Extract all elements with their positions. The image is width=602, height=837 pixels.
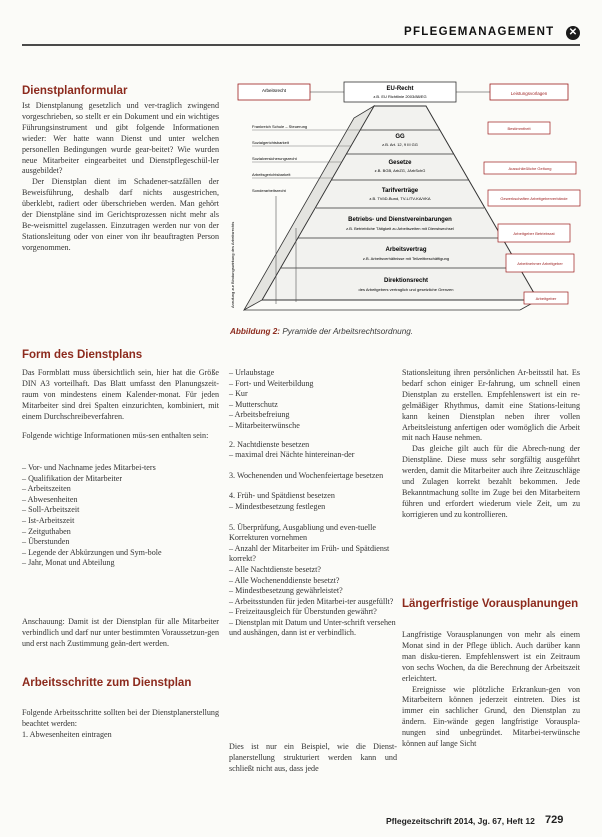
level-title: Arbeitsvertrag: [385, 247, 427, 253]
paragraph: Das Formblatt muss übersichtlich sein, hier hat die Größe DIN A3 vorteilhaft. Das Blatt umfasst den Planungszeit-raum von mindestens einem Kalender-monat. Für jeden Mitarbeiter sind drei Spalten einzurichten, kombiniert, mit einem Durchschreibeverfahren.: [22, 368, 219, 421]
level-title: Betriebs- und Dienstvereinbarungen: [348, 217, 452, 223]
level-sub: z.B. TVöD-Bund, TV-L/TV-KA/VKA: [369, 196, 431, 201]
header-rule: [22, 44, 580, 46]
level-sub: z.B. Betriebliche Tätigkeit zu Arbeitszeiten mit Dienstwechsel: [346, 226, 454, 231]
left-label: Frankreich Schule – Steuerung: [252, 124, 308, 129]
list-item: – Alle Wochenenddienste besetzt?: [229, 575, 340, 585]
paragraph: Ist Dienstplanung gesetzlich und ver-traglich zwingend vorgeschrieben, so stellt er ein Dokument und ein wichtiges Führungsinstrument und gibt folgende Informationen wieder: Wer hatte wann Dienst und unter welchen personellen Bedingungen wurde gear-beitet? Wie wurden neue Mitarbeiter eingearbeitet und Dienstpflegeschül-ler ausgebildet?: [22, 101, 219, 176]
journal-citation: Pflegezeitschrift 2014, Jg. 67, Heft 12: [386, 816, 535, 826]
section-heading-dienstplanformular: Dienstplanformular: [22, 85, 128, 97]
paragraph: Anschauung: Damit ist der Dienstplan für alle Mitarbeiter verbindlich und darf nur unter bestimmten Voraussetzun-gen und erst nach Zustimmung geän-dert werden.: [22, 617, 219, 648]
list-item: – Arbeitsbefreiung: [229, 410, 290, 420]
paragraph: Folgende wichtige Informationen müs-sen enthalten sein:: [22, 430, 209, 440]
step: 4. Früh- und Spätdienst besetzen: [229, 491, 335, 501]
level-sub: des Arbeitgebers vertraglich und gesetzliche Grenzen: [358, 287, 454, 292]
left-label: Sozialversicherungsrecht: [252, 156, 297, 161]
section1-text: [22, 101, 219, 254]
page-number: 729: [545, 814, 564, 826]
level-sub: z.B. EU Richtlinie 2003/88/EG: [373, 94, 427, 99]
step: 3. Wochenenden und Wochenfeiertage besetzen: [229, 470, 384, 480]
paragraph: Langfristige Vorausplanungen von mehr als einem Monat sind in der Pflege üblich. Auch darüber kann man disku-tieren. Empfehlenswert ist ein Zeitraum von sechs Wochen, da die Berechnung der Arbeitszeit erleichtert.: [402, 630, 580, 683]
step: 1. Abwesenheiten eintragen: [22, 729, 112, 739]
list-item: – Mitarbeiterwünsche: [229, 420, 300, 430]
right-label: Leistungsvorlagen: [510, 91, 548, 96]
info-list: [22, 463, 219, 569]
caption-text: Pyramide der Arbeitsrechtsordnung.: [282, 327, 414, 336]
list-item: – Arbeitsstunden für jeden Mitarbei-ter ausgefüllt?: [229, 596, 394, 606]
list-item: – Freizeitausgleich für Überstunden gewährt?: [229, 607, 377, 617]
level-title: Direktionsrecht: [383, 278, 429, 284]
level-sub: z.B. Art. 12, 9 III GG: [382, 142, 418, 147]
right-label: Arbeitgeber: [535, 296, 557, 301]
paragraph: Das gleiche gilt auch für die Abrech-nung der Dienstpläne. Diese muss sehr sorgfältig ausgeführt werden, damit die Mitarbeiter auch ihre Zeitzuschläge und Zulagen korrekt bezahlt bekommen. Jede Bekanntmachung sollte im Zuge bei den Mitarbeitern führen und erfordert wiederum viele Zeit, um zu korrigieren und zu kontrollieren.: [402, 444, 580, 519]
vertical-axis-label: Anrufung zur Bindungswirkung des Arbeitsrechts: [230, 221, 235, 308]
list-item: – Mindestbesetzung festlegen: [229, 501, 326, 511]
section2-text: [22, 368, 219, 441]
list-item: – Arbeitszeiten: [22, 484, 71, 494]
list-item: – Kur: [229, 389, 248, 399]
level-title: EU-Recht: [386, 86, 414, 92]
list-item: – Jahr, Monat und Abteilung: [22, 558, 115, 568]
list-item: – Ist-Arbeitszeit: [22, 515, 75, 525]
list-item: – Alle Nachtdienste besetzt?: [229, 564, 321, 574]
left-label: Arbeitsgerichtsbarkeit: [252, 172, 291, 177]
list-item: – Anzahl der Mitarbeiter im Früh- und Spätdienst korrekt?: [229, 543, 390, 564]
list-item: – Mindestbesetzung gewährleistet?: [229, 586, 343, 596]
list-item: – Abwesenheiten: [22, 494, 78, 504]
paragraph: Der Dienstplan dient im Schadener-satzfällen der Beweisführung, deshalb darf nichts ausgestrichen, überklebt, radiert oder überschrieben werden. Man gehört der Dienstpläne sind im Gerichtsprozessen nicht mehr als Be-weismittel zugelassen. Einzutragen werden nur von der Stationsleitung oder von einer von ihr beauftragten Person vorgenommen.: [22, 177, 219, 252]
left-label: Sozialgerichtsbarkeit: [252, 140, 289, 145]
right-label: Ausschließliche Geltung: [508, 166, 552, 171]
left-label: Sonderarbeitsrecht: [252, 188, 286, 193]
journal-section-title: PFLEGEMANAGEMENT: [404, 26, 555, 38]
list-item: – Soll-Arbeitszeit: [22, 505, 80, 515]
section-heading-vorausplanungen: Längerfristige Vorausplanungen: [402, 598, 579, 610]
level-title: Gesetze: [388, 160, 412, 166]
column2: [229, 368, 397, 639]
list-item: – Mutterschutz: [229, 399, 278, 409]
left-label: Arbeitsrecht: [261, 88, 287, 93]
x-circle-icon: ✕: [566, 26, 580, 40]
level-sub: z.B. BGB, ArbZG, JArbSchG: [374, 168, 426, 173]
list-item: – Vor- und Nachname jedes Mitarbei-ters: [22, 463, 156, 472]
column3-text-2: [402, 630, 580, 750]
list-item: – Legende der Abkürzungen und Sym-bole: [22, 547, 162, 557]
right-label: Gewerkschaften Arbeitgeberverbände: [500, 196, 568, 201]
right-label: Arbeitgeber Betriebsrat: [513, 231, 555, 236]
list-item: – Dienstplan mit Datum und Unter-schrift versehen und aushängen, dann ist er verbindlich.: [229, 617, 396, 638]
section-heading-form: Form des Dienstplans: [22, 349, 143, 361]
list-item: – Zeitguthaben: [22, 526, 71, 536]
column3-text: [402, 368, 580, 521]
right-label: Bestimmtheit: [507, 126, 531, 131]
level-title: GG: [395, 134, 405, 140]
section3-text: [22, 708, 219, 741]
right-label: Arbeitnehmer Arbeitgeber: [517, 261, 563, 266]
figure-pyramid: [226, 78, 584, 325]
list-item: – maximal drei Nächte hintereinan-der: [229, 450, 355, 460]
list-item: – Qualifikation der Mitarbeiter: [22, 473, 123, 483]
paragraph: Ereignisse wie plötzliche Erkrankun-gen von Mitarbeitern können jederzeit eintreten. Dies ist immer ein sachlicher Grund, den Dienstplan zu ändern. Ein-wände gegen langfristige Vorauspla-nungen sind unbegründet. Mitarbei-terwünsche können auf lange Sicht: [402, 684, 580, 749]
paragraph: Folgende Arbeitsschritte sollten bei der Dienstplanerstellung beachtet werden:: [22, 708, 219, 728]
list-item: – Fort- und Weiterbildung: [229, 378, 314, 388]
list-item: – Urlaubstage: [229, 368, 275, 377]
level-title: Tarifverträge: [381, 188, 419, 194]
section-heading-arbeitsschritte: Arbeitsschritte zum Dienstplan: [22, 677, 192, 689]
level-sub: z.B. Arbeitsverhältnisse mit Teilzeitbeschäftigung: [362, 256, 450, 261]
paragraph: Stationsleitung ihren persönlichen Ar-beitsstil hat. Es bedarf schon einiger Er-fahrung, um schnell einen Dienstplan zu erstellen. Empfehlenswert ist ein re-gelmäßiger Rhythmus, damit eine Stations-leitung kann keinen Dienstplan neben ihrer vollen Arbeitsleistung anfertigen oder womöglich die Arbeit mit nach Hause nehmen.: [402, 368, 580, 443]
paragraph: Dies ist nur ein Beispiel, wie die Dienst-planerstellung strukturiert werden kann und schließt nicht aus, dass jede: [229, 742, 397, 773]
caption-label: Abbildung 2:: [230, 327, 281, 336]
step: 2. Nachtdienste besetzen: [229, 439, 310, 449]
list-item: – Überstunden: [22, 537, 70, 547]
step: 5. Überprüfung, Ausgabliung und even-tuelle Korrekturen vornehmen: [229, 522, 377, 543]
figure-caption: [230, 327, 413, 336]
